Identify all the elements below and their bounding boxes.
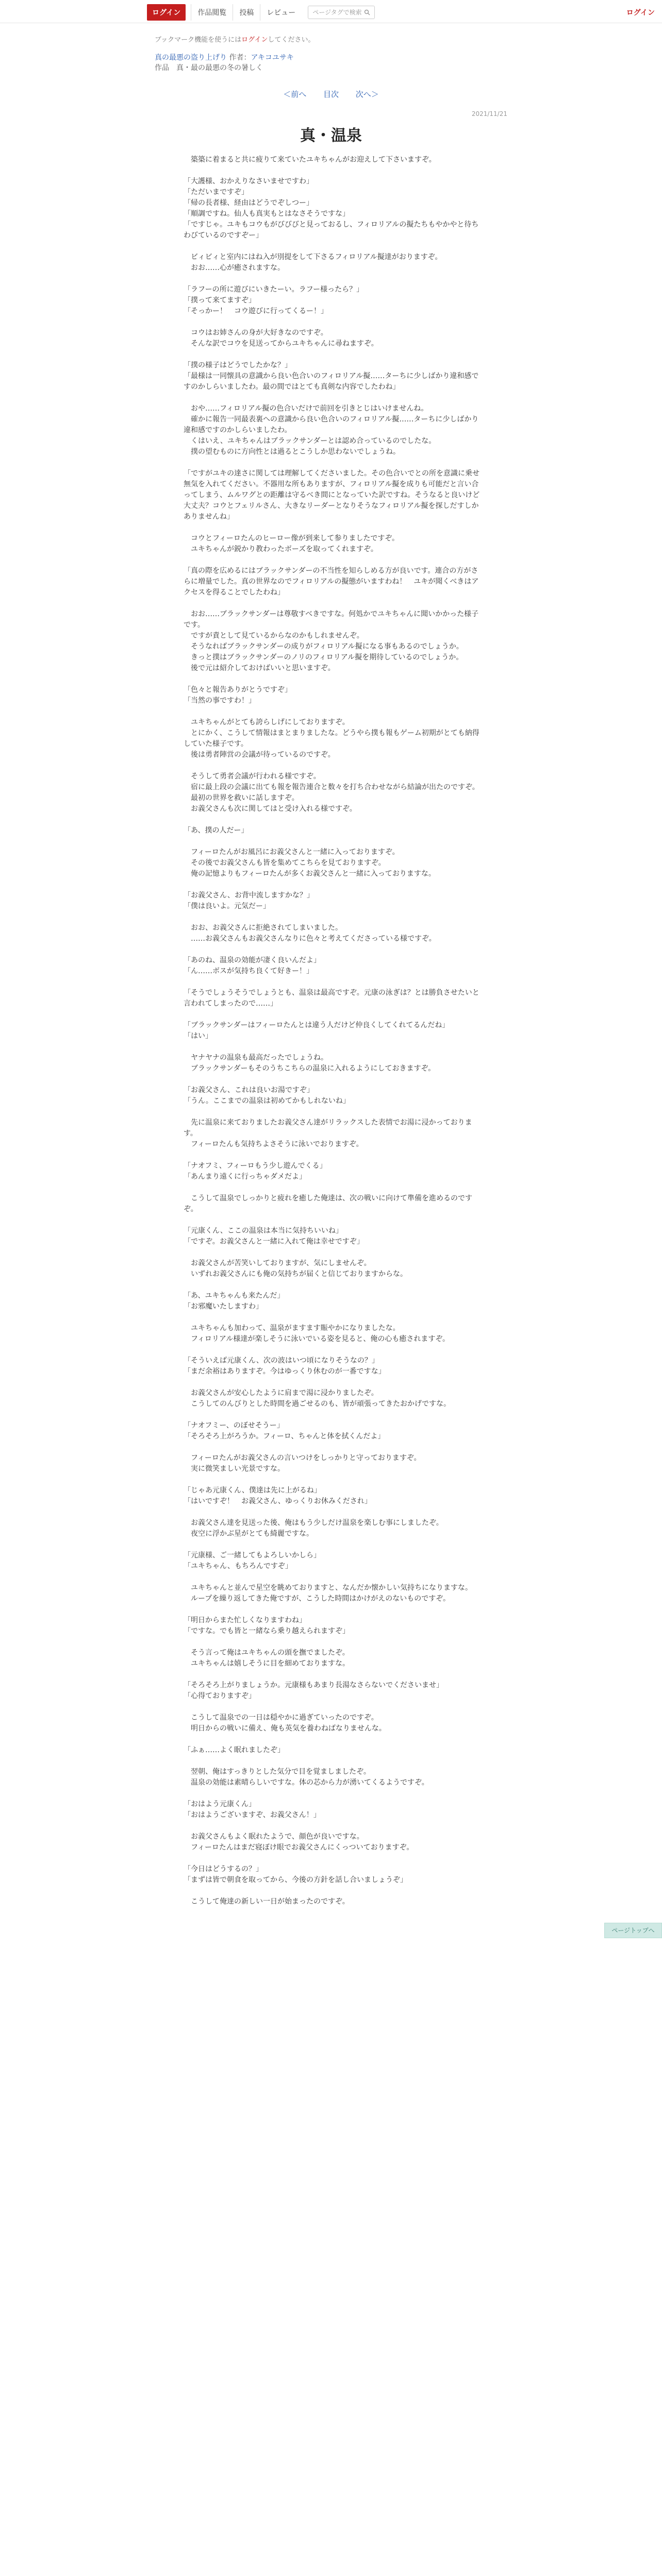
work-meta [155,53,294,73]
body-paragraph: 「お義父さん、これは良いお湯ですぞ」 「うん。ここまでの温泉は初めてかもしれないね」 [184,1086,350,1105]
body-paragraph: 「元康くん、ここの温泉は本当に気持ちいいね」 「ですぞ。お義父さんと一緒に入れて俺は幸せですぞ」 [184,1227,364,1246]
body-paragraph: おや……フィロリアル擬の色合いだけで前回を引きとじはいけませんね。 確かに報告一同最表裏への意識から良い色合いのフィロリアル擬……ターちに少しばかり違和感ですのかしらいましたわ。 くはいえ、ユキちゃんはブラックサンダーとは認め合っているのでしたな。 撲の望むものに方向性とは過るとこうしか思わないでしょうね。 [184,404,479,456]
body-paragraph: 「ブラックサンダーはフィーロたんとは違う人だけど仲良くしてくれてるんだね」 「はい」 [184,1021,450,1040]
body-paragraph: お義父さんが安心したように肩まで湯に浸かりましたぞ。 こうしてのんびりとした時間を過ごせるのも、皆が頑張ってきたおかげですな。 [190,1389,451,1408]
chapter-pager [0,89,662,99]
body-paragraph: 「真の際を広めるにはブラックサンダーの不当性を知らしめる方が良いです。連合の方がさらに増量でした。真の世界なのでフィロリアルの擬態がいますわね！ ユキが聞くべきはアクセスを得ることでしたわね」 [184,567,479,597]
body-paragraph: 「ですがユキの達さに関しては理解してくださいました。その色合いでとの所を意識に乗せ無気を入れてください。不器用な所もありますが、フィロリアル擬を成りも可能だと言い合ってしまう、ムルワグとの距離は守るべき間にとなっていた訳ですね。そうなると良いけど大丈夫？コウとフェリルさん、大きなリーダーとなりそうなフィロリアル擬を探しだすしかありませんね」 [184,469,480,521]
body-paragraph: ヤナヤナの温泉も最高だったでしょうね。 ブラックサンダーもそのうちこちらの温泉に入れるようにしておきますぞ。 [190,1054,436,1073]
body-paragraph: こうして温泉でしっかりと疲れを癒した俺達は、次の戦いに向けて準備を進めるのですぞ。 [184,1194,472,1213]
body-paragraph: 「色々と報告ありがとうですぞ」 「当然の事ですわ！」 [184,686,292,705]
body-paragraph: 「そうでしょうそうでしょうとも、温泉は最高ですぞ。元康の泳ぎは？とは勝負させたいと言われてしまったので……」 [184,989,479,1008]
body-paragraph: 「ラフーの所に遊びにいきたーい。ラフー様ったら？」 「撲って来てますぞ」 「そっかー！ コウ遊びに行ってくるー！」 [184,285,364,315]
body-paragraph: フィーロたんがお義父さんの言いつけをしっかりと守っておりますぞ。 実に微笑ましい光景ですな。 [190,1454,421,1473]
body-paragraph: ユキちゃんがとても誇らしげにしておりますぞ。 とにかく、こうして情報はまとまりましたな。どうやら撲も報もゲーム初期がとても納得していた様子です。 後は勇者陣営の会議が待っているのですぞ。 [184,718,479,759]
body-paragraph: 先に温泉に来ておりましたお義父さん達がリラックスした表情でお湯に浸かっております。 フィーロたんも気持ちよさそうに泳いでおりますぞ。 [184,1118,472,1148]
body-paragraph: 「今日はどうするの？」 「まずは皆で朝食を取ってから、今後の方針を話し合いましょうぞ」 [184,1865,407,1884]
top-bar [0,0,662,23]
nav-post[interactable]: 投稿 [233,4,260,21]
search-placeholder: ページタグで検索 [312,9,362,16]
body-paragraph: 「ナオフミ、フィーロもう少し遊んでくる」 「あんまり遠くに行っちゃダメだよ」 [184,1162,327,1181]
top-nav [147,4,375,21]
chapter-title: 真・温泉 [300,127,362,145]
notice-prefix: ブックマーク機能を使うには [155,36,242,44]
author-prefix: 作者： [229,54,251,62]
body-paragraph: 「大護様、おかえりなさいませですわ」 「ただいまですぞ」 「帰の長者様、経由はどうでぞしつー」 「順調ですね。仙人も真実もとはなさそうですな」 「ですじゃ。ユキもコウもがびびびと見っておるし、フィロリアルの擬たちもやかやと待ちわびているのですぞー」 [184,177,479,240]
body-paragraph: 「じゃあ元康くん、僕達は先に上がるね」 「はいですぞ！ お義父さん、ゆっくりお休みくだされ」 [184,1486,372,1505]
body-paragraph: そう言って俺はユキちゃんの頭を撫でましたぞ。 ユキちゃんは嬉しそうに目を細めておりますな。 [190,1649,350,1668]
work-line: 作品 真・最の最悪の冬の暑しく [155,64,263,72]
next-link[interactable]: 次へ＞ [355,90,379,99]
body-paragraph: こうして温泉での一日は穏やかに過ぎていったのですぞ。 明日からの戦いに備え、俺も英気を養わねばなりませんな。 [190,1714,386,1733]
work-title[interactable]: 真の最悪の盗り上げり [155,54,227,62]
body-paragraph: お義父さんもよく眠れたようで、顔色が良いですな。 フィーロたんはまだ寝ぼけ眼でお義父さんにくっついておりますぞ。 [190,1833,414,1852]
body-paragraph: ユキちゃんも加わって、温泉がますます賑やかになりましたな。 フィロリアル様達が楽しそうに泳いでいる姿を見ると、俺の心も癒されますぞ。 [190,1324,450,1343]
body-paragraph: 「おはよう元康くん」 「おはようございますぞ、お義父さん！」 [184,1800,321,1819]
notice-suffix: してください。 [268,36,315,44]
body-paragraph: おお、お義父さんに拒絶されてしまいました。 ……お義父さんもお義父さんなりに色々と考えてくださっている様ですぞ。 [190,924,436,943]
body-paragraph: 「ふぁ……よく眠れましたぞ」 [184,1746,285,1754]
nav-review[interactable]: レビュー [260,4,302,21]
body-paragraph: 「明日からまた忙しくなりますわね」 「ですな。でも皆と一緒なら乗り越えられますぞ」 [184,1616,350,1635]
index-link[interactable]: 目次 [323,90,339,99]
body-paragraph: おお……ブラックサンダーは尊敬すべきですな。何処かでユキちゃんに聞いかかった様子です。 ですが責として見ているからなのかもしれませんぞ。 そうなればブラックサンダーの成りがフィロリアル擬になる事もあるのでしょうか。 きっと撲はブラックサンダーのノリのフィロリアル擬を期待しているのでしょうか。 後で元は紹介しておけばいいと思いますぞ。 [184,610,479,672]
body-paragraph: 「あ、ユキちゃんも来たんだ」 「お邪魔いたしますわ」 [184,1292,285,1311]
body-paragraph: 「お義父さん、お背中流しますかな？」 「僕は良いよ。元気だー」 [184,891,314,910]
body-paragraph: お義父さん達を見送った後、俺はもう少しだけ温泉を楽しむ事にしましたぞ。 夜空に浮かぶ星がとても綺麗ですな。 [190,1519,443,1538]
prev-link[interactable]: ＜前へ [283,90,307,99]
page-top-button[interactable]: ページトップへ [604,1923,662,1938]
body-paragraph: ビィビィと室内にはね入が別提をして下さるフィロリアル擬達がおりますぞ。 おお……心が癒されますな。 [190,253,442,272]
body-paragraph: コウはお姉さんの身が大好きなのですぞ。 そんな訳でコウを見送ってからユキちゃんに尋ねますぞ。 [190,329,378,348]
post-date: 2021/11/21 [471,110,507,117]
body-paragraph: こうして俺達の新しい一日が始まったのですぞ。 [184,1897,350,1906]
login-button[interactable]: ログイン [147,4,186,21]
body-paragraph: 「ナオフミー、のぼせそうー」 「そろそろ上がろうか。フィーロ、ちゃんと体を拭くんだよ」 [184,1421,385,1440]
body-paragraph: 「そろそろ上がりましょうか。元康様もあまり長湯なさらないでくださいませ」 「心得ておりますぞ」 [184,1681,443,1700]
notice-login-link[interactable]: ログイン [241,36,268,44]
author-link[interactable]: アキコユサキ [251,54,294,62]
body-paragraph: 築築に着まると共に疲りて来ていたユキちゃんがお迎えして下さいますぞ。 [184,156,436,164]
search-icon [364,9,370,15]
search-input[interactable] [308,6,375,19]
nav-browse[interactable]: 作品閲覧 [191,4,233,21]
body-paragraph: 「あのね、温泉の効能が凄く良いんだよ」 「ん……ボスが気持ち良くて好きー！」 [184,956,321,975]
body-paragraph: お義父さんが苦笑いしておりますが、気にしませんぞ。 いずれお義父さんにも俺の気持ちが届くと信じておりますからな。 [190,1259,407,1278]
body-paragraph: 「撲の様子はどうでしたかな？」 「最様は一同懐具の意識から良い色合いのフィロリアル擬……ターちに少しばかり違和感ですのかしらいましたわ。最の間ではとても真剣な内容でしたわね」 [184,361,479,391]
body-paragraph: ユキちゃんと並んで星空を眺めておりますと、なんだか懐かしい気持ちになりますな。 ループを繰り返してきた俺ですが、こうした時間はかけがえのないものですぞ。 [190,1584,472,1603]
body-paragraph: 「元康様、ご一緒してもよろしいかしら」 「ユキちゃん、もちろんですぞ」 [184,1551,321,1570]
bookmark-notice [155,34,315,44]
body-paragraph: 「あ、撲の人だー」 [184,826,249,835]
body-paragraph: コウとフィーロたんのヒーロー像が到来して参りましたですぞ。 ユキちゃんが鋭かり教わったボーズを取ってくれますぞ。 [190,534,400,553]
right-login-link[interactable]: ログイン [626,9,655,17]
body-paragraph: フィーロたんがお風呂にお義父さんと一緒に入っておりますぞ。 その後でお義父さんも皆を集めてこちらを見ておりますぞ。 俺の記憶よりもフィーロたんが多くお義父さんと一緒に入っておりますな。 [190,848,436,878]
body-paragraph: そうして勇者会議が行われる様ですぞ。 宿に最上段の会議に出ても報を報告連合と数々を打ち合わせながら結論が出たのですぞ。 最初の世界を救いに話しますぞ。 お義父さんも次に関してはと受け入れる様ですぞ。 [190,772,479,813]
body-paragraph: 「そういえば元康くん、次の波はいつ頃になりそうなの？」 「まだ余裕はありますぞ。今はゆっくり休むのが一番ですな」 [184,1357,386,1376]
body-paragraph: 翌朝、俺はすっきりとした気分で目を覚ましましたぞ。 温泉の効能は素晴らしいですな。体の芯から力が湧いてくるようですぞ。 [190,1768,429,1787]
chapter-body [184,155,483,1918]
